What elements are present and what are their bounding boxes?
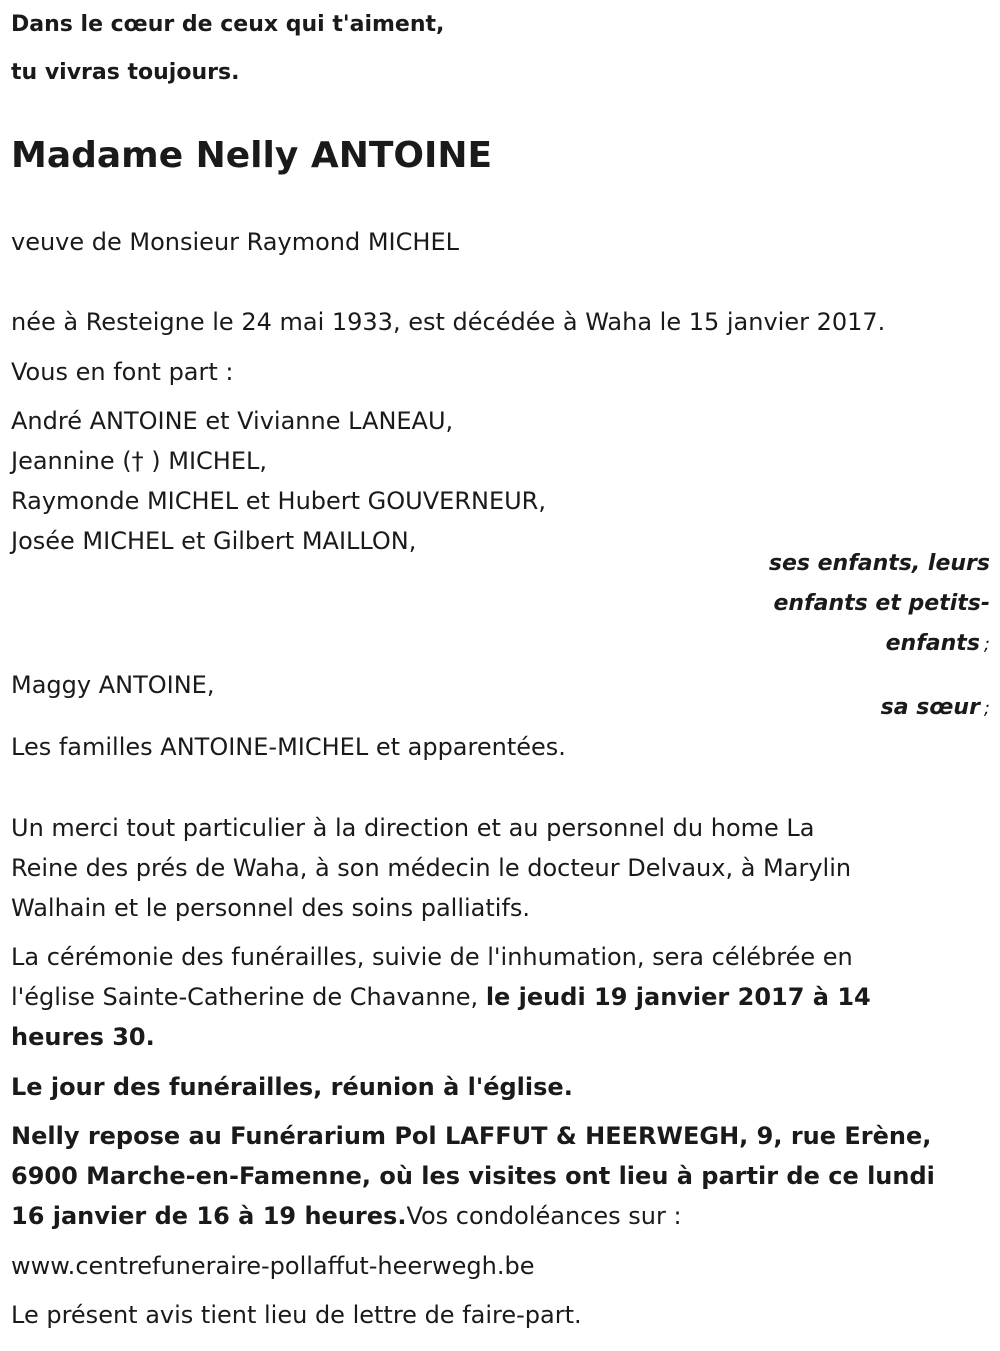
- visiting-hours: 16 janvier de 16 à 19 heures.: [11, 1202, 407, 1230]
- widow-line: veuve de Monsieur Raymond MICHEL: [11, 228, 459, 256]
- child-line: André ANTOINE et Vivianne LANEAU,: [11, 407, 454, 435]
- website-link[interactable]: www.centrefuneraire-pollaffut-heerwegh.be: [11, 1252, 535, 1280]
- sister-line: Maggy ANTOINE,: [11, 671, 215, 699]
- gathering-line: [11, 1073, 573, 1102]
- ceremony-line-2: [11, 983, 871, 1012]
- sister-label-text: sa sœur: [880, 695, 980, 720]
- families-line: Les familles ANTOINE-MICHEL et apparentées.: [11, 733, 566, 761]
- ceremony-line-1: La cérémonie des funérailles, suivie de l'inhumation, sera célébrée en: [11, 943, 853, 971]
- child-line: Jeannine († ) MICHEL,: [11, 447, 267, 475]
- thanks-line: Reine des prés de Waha, à son médecin le docteur Delvaux, à Marylin: [11, 854, 852, 882]
- repose-text-2: 6900 Marche-en-Famenne, où les visites ont lieu à partir de ce lundi: [11, 1162, 935, 1190]
- sister-label: [881, 695, 990, 721]
- sister-label-semicolon: ;: [983, 698, 990, 719]
- epitaph-line-2: tu vivras toujours.: [11, 60, 240, 85]
- child-line: Josée MICHEL et Gilbert MAILLON,: [11, 527, 417, 555]
- ceremony-line-3: [11, 1023, 155, 1052]
- children-label-line-3: [886, 631, 990, 657]
- repose-line-1: [11, 1122, 931, 1151]
- deceased-name: Madame Nelly ANTOINE: [11, 135, 493, 176]
- ceremony-time: heures 30.: [11, 1023, 155, 1051]
- birth-death-line: née à Resteigne le 24 mai 1933, est décédée à Waha le 15 janvier 2017.: [11, 308, 886, 336]
- thanks-line: Un merci tout particulier à la direction et au personnel du home La: [11, 814, 815, 842]
- child-line: Raymonde MICHEL et Hubert GOUVERNEUR,: [11, 487, 546, 515]
- repose-line-2: [11, 1162, 935, 1191]
- intro-line: Vous en font part :: [11, 358, 234, 386]
- thanks-line: Walhain et le personnel des soins palliatifs.: [11, 894, 531, 922]
- children-label-semicolon: ;: [983, 634, 990, 655]
- epitaph-line-1: Dans le cœur de ceux qui t'aiment,: [11, 12, 445, 37]
- ceremony-date: le jeudi 19 janvier 2017 à 14: [485, 983, 871, 1011]
- children-label-line-2: enfants et petits-: [773, 591, 990, 616]
- gathering-text: Le jour des funérailles, réunion à l'église.: [11, 1073, 573, 1101]
- children-label-line-1: ses enfants, leurs: [768, 551, 990, 576]
- children-label-text: enfants: [885, 631, 980, 656]
- notice-line: Le présent avis tient lieu de lettre de faire-part.: [11, 1301, 582, 1329]
- ceremony-location: l'église Sainte-Catherine de Chavanne,: [11, 983, 486, 1011]
- condolences-label: Vos condoléances sur :: [406, 1202, 682, 1230]
- repose-line-3: [11, 1202, 682, 1231]
- repose-text-1: Nelly repose au Funérarium Pol LAFFUT & HEERWEGH, 9, rue Erène,: [11, 1122, 932, 1150]
